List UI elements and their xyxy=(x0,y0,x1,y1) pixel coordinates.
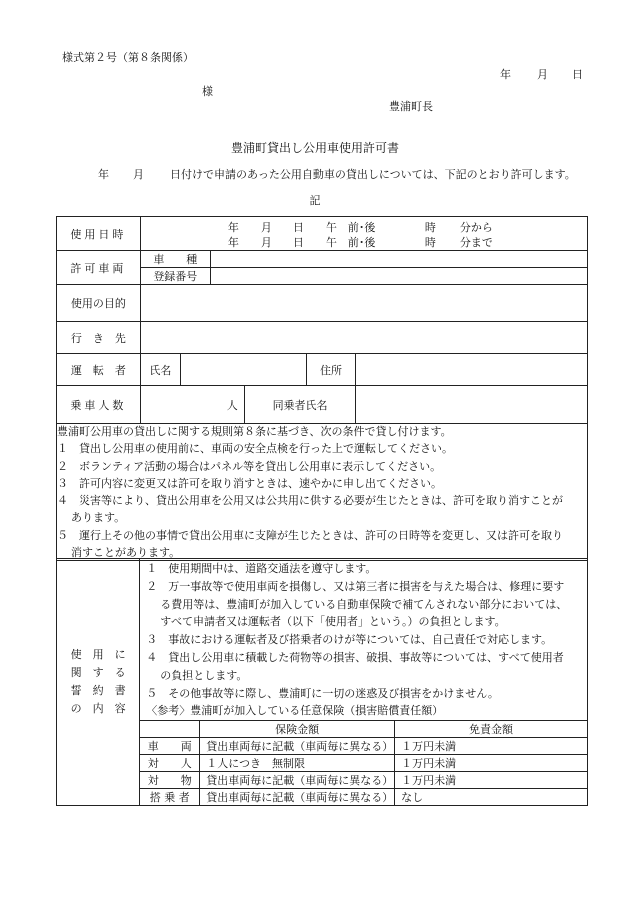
passengers-row xyxy=(57,386,588,424)
usage-datetime-label: 使用日時 xyxy=(57,217,141,251)
insurance-item: 対 人 xyxy=(140,755,200,772)
intro-text: 日付けで申請のあった公用自動車の貸出しについては、下記のとおり許可します。 xyxy=(170,168,576,181)
destination-label: 行 き 先 xyxy=(57,322,141,354)
passengers-label: 乗車人数 xyxy=(57,386,141,424)
insurance-header-amount: 保険金額 xyxy=(200,721,395,738)
issuer: 豊浦町長 xyxy=(389,100,433,113)
issue-date-month: 月 xyxy=(537,68,548,81)
pledge-item: ３ 事故における運転者及び搭乗者のけが等については、自己責任で対応します。 xyxy=(146,633,553,647)
pledge-item: １ 使用期間中は、道路交通法を遵守します。 xyxy=(146,562,377,575)
vehicle-label: 許可車両 xyxy=(57,251,141,285)
insurance-amount: 貸出車両毎に記載（車両毎に異なる） xyxy=(200,738,395,755)
condition-item: ２ ボランティア活動の場合はパネル等を貸出し公用車に表示してください。 xyxy=(57,459,442,473)
insurance-deductible: １万円未満 xyxy=(395,738,588,755)
issue-date-day: 日 xyxy=(572,68,583,81)
page-title: 豊浦町貸出し公用車使用許可書 xyxy=(230,141,399,155)
usage-datetime-field[interactable]: 年 月 日 午 前･後 時 分から 年 月 日 午 前･後 時 分まで xyxy=(140,217,587,251)
issue-date-year: 年 xyxy=(500,68,511,81)
condition-item: ４ 災害等により、貸出公用車を公用又は公共用に供する必要が生じたときは、許可を取り消すことが xyxy=(57,494,563,508)
pledge-label-line: 使 用 に xyxy=(70,648,126,662)
purpose-row xyxy=(57,285,588,322)
pledge-row xyxy=(57,559,588,721)
insurance-item: 搭 乗 者 xyxy=(140,789,200,806)
insurance-amount: 貸出車両毎に記載（車両毎に異なる） xyxy=(200,789,395,806)
purpose-field[interactable] xyxy=(140,285,587,322)
companions-field[interactable] xyxy=(356,386,588,424)
pledge-label-line: 関 す る xyxy=(70,666,126,680)
destination-field[interactable] xyxy=(140,322,587,354)
condition-item: ３ 許可内容に変更又は許可を取り消すときは、速やかに申し出てください。 xyxy=(57,476,442,490)
pledge-item-cont: る費用等は、豊浦町が加入している自動車保険で補てんされない部分においては、 xyxy=(160,597,568,611)
vehicle-type-field[interactable] xyxy=(210,251,587,268)
driver-address-field[interactable] xyxy=(356,354,588,386)
driver-address-label: 住所 xyxy=(306,354,356,386)
insurance-item: 車 両 xyxy=(140,738,200,755)
intro-month: 月 xyxy=(133,168,144,181)
passengers-count-field[interactable] xyxy=(140,386,244,424)
condition-item: ５ 運行上その他の事情で貸出公用車に支障が生じたときは、許可の日時等を変更し、又は許可を取り xyxy=(57,528,563,542)
pledge-item: ２ 万一事故等で使用車両を損傷し、又は第三者に損害を与えた場合は、修理に要す xyxy=(146,579,565,593)
purpose-label: 使用の目的 xyxy=(57,285,141,322)
pledge-item: ４ 貸出し公用車に積載した荷物等の損害、破損、事故等については、すべて使用者 xyxy=(146,650,564,664)
insurance-header-blank xyxy=(140,721,200,738)
pledge-reference: 〈参考〉豊浦町が加入している任意保険（損害賠償責任額） xyxy=(146,704,444,718)
vehicle-reg-label: 登録番号 xyxy=(140,268,210,285)
insurance-amount: １人につき 無制限 xyxy=(200,755,395,772)
vehicle-type-row xyxy=(57,251,588,268)
pledge-text-cell xyxy=(140,559,588,721)
pledge-label xyxy=(57,559,140,806)
insurance-item: 対 物 xyxy=(140,772,200,789)
insurance-deductible: なし xyxy=(395,789,588,806)
insurance-deductible: １万円未満 xyxy=(395,755,588,772)
ki-label: 記 xyxy=(309,194,321,207)
insurance-header-deductible: 免責金額 xyxy=(395,721,588,738)
pledge-item-cont: すべて申請者又は運転者（以下「使用者」という。）の負担とします。 xyxy=(160,615,506,629)
insurance-amount: 貸出車両毎に記載（車両毎に異なる） xyxy=(200,772,395,789)
companions-label: 同乗者氏名 xyxy=(244,386,356,424)
form-number: 様式第２号（第８条関係） xyxy=(62,51,194,64)
pledge-item-cont: の負担とします。 xyxy=(160,668,248,682)
driver-label: 運 転 者 xyxy=(57,354,141,386)
pledge-label-line: の 内 容 xyxy=(70,702,126,716)
addressee-suffix: 様 xyxy=(202,85,213,98)
insurance-deductible: １万円未満 xyxy=(395,772,588,789)
driver-name-field[interactable] xyxy=(180,354,306,386)
condition-item: １ 貸出し公用車の使用前に、車両の安全点検を行った上で運転してください。 xyxy=(57,442,453,456)
vehicle-reg-field[interactable] xyxy=(210,268,587,285)
condition-item-cont: 消すことがあります。 xyxy=(71,546,181,560)
vehicle-type-label: 車 種 xyxy=(140,251,210,268)
usage-datetime-row xyxy=(57,217,588,251)
pledge-table xyxy=(56,558,588,806)
condition-intro: 豊浦町公用車の貸出しに関する規則第８条に基づき、次の条件で貸し付けます。 xyxy=(57,425,452,438)
conditions-text xyxy=(57,423,588,559)
pledge-item: ５ その他事故等に際し、豊浦町に一切の迷惑及び損害をかけません。 xyxy=(146,686,499,700)
pledge-label-line: 誓 約 書 xyxy=(70,684,126,698)
destination-row xyxy=(57,322,588,354)
condition-item-cont: あります。 xyxy=(71,511,126,525)
driver-name-label: 氏名 xyxy=(140,354,180,386)
driver-row xyxy=(57,354,588,386)
passengers-unit: 人 xyxy=(226,398,238,412)
intro-year: 年 xyxy=(98,168,109,181)
